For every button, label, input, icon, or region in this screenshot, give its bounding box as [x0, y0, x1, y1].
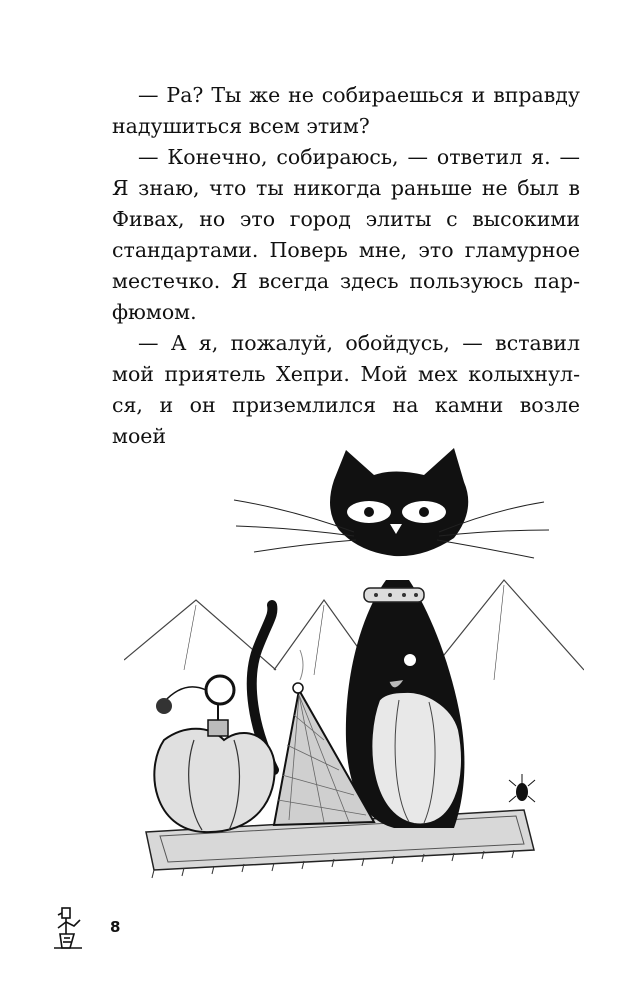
scarab-beetle: [509, 774, 535, 802]
cat-collar: [364, 588, 424, 602]
paragraph-1: — Ра? Ты же не собираешься и вправду надушиться всем этим?: [112, 83, 580, 138]
page-number: 8: [110, 918, 121, 936]
cat-with-perfume-bottles-illustration: [124, 440, 584, 880]
body-text: [112, 80, 580, 452]
paragraph-3: — А я, пожалуй, обойдусь, — вставил мой приятель Хепри. Мой мех колыхнулся, и он приземлился на камни возле моей: [112, 331, 580, 448]
page-footer: [48, 906, 168, 950]
paragraph-2: — Конечно, собираюсь, — ответил я. — Я знаю, что ты никогда раньше не был в Фивах, но это город элиты с высокими стандартами. Поверь мне, это гламурное местечко. Я всегда здесь пользуюсь парфюмом.: [112, 145, 580, 324]
egyptian-figure-icon: [48, 906, 88, 950]
